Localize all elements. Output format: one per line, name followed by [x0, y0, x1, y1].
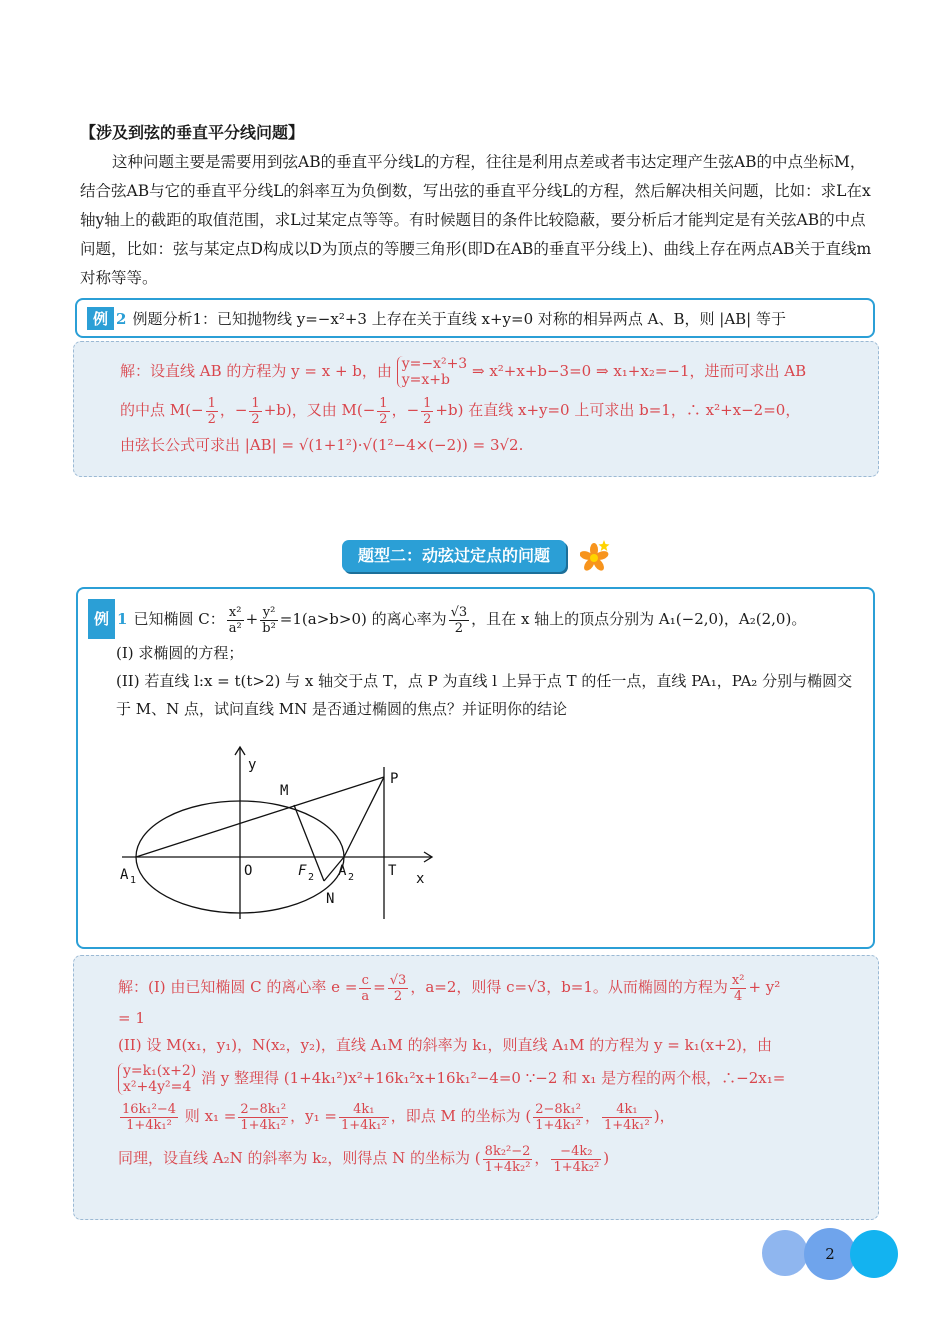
fraction [449, 605, 470, 636]
sol-b-text: 消 y 整理得 (1+4k₁²)x²+16k₁²x+16k₁²−4=0 ∵−2 和 x₁ 是方程的两个根，∴−2x₁= [200, 1069, 786, 1087]
numerator: √3 [450, 604, 468, 620]
example-number: 2 [116, 310, 127, 328]
solution-a-line-3: 由弦长公式可求出 |AB| = √(1+1²)·√(1²−4×(−2)) = 3√2. [120, 436, 524, 454]
solution-b-line-3: (II) 设 M(x₁，y₁)，N(x₂，y₂)，直线 A₁M 的斜率为 k₁，则直线 A₁M 的方程为 y = k₁(x+2)，由 [118, 1036, 772, 1054]
denominator: 1+4k₁² [535, 1117, 581, 1133]
fraction [238, 1102, 288, 1133]
sol-b-text: ，a=2，则得 c=√3，b=1。从而椭圆的方程为 [410, 978, 728, 996]
solution-b-line-1 [118, 968, 878, 1006]
fraction [260, 605, 278, 636]
sol-b-text: 解：(I) 由已知椭圆 C 的离心率 e = [118, 978, 358, 996]
flower-icon [580, 538, 612, 574]
example-badge: 例 [88, 599, 115, 639]
numerator: 1 [379, 395, 388, 411]
ellipse-figure [114, 743, 444, 923]
sol-b-text: ，y₁ = [290, 1107, 337, 1125]
numerator: 1 [423, 395, 432, 411]
intro-paragraph: 这种问题主要是需要用到弦AB的垂直平分线L的方程，往往是利用点差或者韦达定理产生弦AB的中点坐标M，结合弦AB与它的垂直平分线L的斜率互为负倒数，写出弦的垂直平分线L的方程，然后解决相关问题，比如：求L在x轴y轴上的截距的取值范围，求L过某定点等等。有时候题目的条件比较隐蔽，要分析后才能判定是有关弦AB的中点问题，比如：弦与某定点D构成以D为顶点的等腰三角形(即D在AB的垂直平分线上)、曲线上存在两点AB关于直线m对称等等。 [80, 153, 872, 287]
solution-b-line-5 [118, 1096, 878, 1136]
equation-system [397, 356, 468, 388]
fraction [339, 1102, 389, 1133]
denominator: 2 [423, 411, 432, 427]
fraction [483, 1144, 533, 1175]
sol-b-text: ) [603, 1149, 610, 1167]
equation-row: y=x+b [401, 372, 450, 388]
sol-b-text: ，即点 M 的坐标为 ( [390, 1107, 532, 1125]
numerator: 8k₂²−2 [484, 1143, 531, 1159]
label-a2: A [338, 863, 347, 879]
fraction [249, 396, 261, 427]
label-p: P [390, 771, 399, 787]
denominator: a [361, 988, 370, 1004]
solution-a-line-1 [120, 352, 878, 390]
equation-system [118, 1063, 196, 1095]
fraction [551, 1144, 601, 1175]
fraction [227, 605, 244, 636]
label-n: N [326, 891, 335, 907]
example-badge: 例 [87, 307, 114, 330]
numerator: c [359, 973, 371, 989]
section-title: 题型二：动弦过定点的问题 [342, 540, 566, 572]
example-box-a [75, 298, 875, 338]
equation-row: y=k₁(x+2) [123, 1063, 197, 1079]
sol-b-text: )， [653, 1107, 675, 1125]
example-b-line-1 [88, 599, 863, 639]
denominator: 4 [734, 988, 743, 1004]
fraction [421, 396, 433, 427]
numerator: √3 [389, 972, 407, 988]
sol-a-text: ，− [219, 401, 248, 419]
sol-a-text-2: ⇒ x²+x+b−3=0 ⇒ x₁+x₂=−1，进而可求出 AB [471, 362, 807, 380]
numerator: 1 [251, 395, 260, 411]
denominator: 2 [207, 411, 216, 427]
label-y: y [248, 757, 257, 773]
label-a1: A [120, 867, 129, 883]
denominator: 1+4k₂² [484, 1159, 531, 1175]
numerator: 2−8k₁² [240, 1101, 287, 1117]
solution-box-b [73, 955, 879, 1220]
sol-b-text: + y² [748, 978, 781, 996]
numerator: 1 [207, 395, 216, 411]
denominator: 2 [379, 411, 388, 427]
page-circle-right [850, 1230, 898, 1278]
denominator: 1+4k₂² [553, 1159, 600, 1175]
numerator: 2−8k₁² [535, 1101, 581, 1117]
label-o: O [244, 863, 253, 879]
solution-b-line-2: = 1 [118, 1009, 145, 1027]
fraction [377, 396, 389, 427]
label-a2-sub: 2 [348, 872, 355, 883]
denominator: a² [228, 620, 242, 636]
numerator: 16k₁²−4 [122, 1101, 177, 1117]
denominator: b² [262, 620, 276, 636]
numerator: 4k₁ [339, 1102, 389, 1118]
ex-b-text: ，且在 x 轴上的顶点分别为 A₁(−2,0)，A₂(2,0)。 [471, 610, 807, 628]
question-2: (II) 若直线 l:x = t(t>2) 与 x 轴交于点 T，点 P 为直线 l 上异于点 T 的任一点，直线 PA₁，PA₂ 分别与椭圆交于 M、N 点，试问直线 MN 是否通过椭圆的焦点？并证明你的结论 [116, 672, 853, 718]
sol-b-text: 同理，设直线 A₂N 的斜率为 k₂，则得点 N 的坐标为 ( [118, 1149, 481, 1167]
sol-b-text: 则 x₁ = [184, 1107, 237, 1125]
fraction [602, 1102, 652, 1133]
label-f2-sub: 2 [308, 872, 315, 883]
sol-a-text: ，− [391, 401, 420, 419]
label-m: M [280, 783, 289, 799]
fraction [533, 1102, 583, 1133]
sol-a-text-1: 解：设直线 AB 的方程为 y = x + b，由 [120, 362, 392, 380]
sol-a-text: +b)，又由 M(− [263, 401, 376, 419]
ex-b-text: =1(a>b>0) 的离心率为 [279, 610, 447, 628]
numerator: 4k₁ [602, 1102, 652, 1118]
line-pa1 [136, 777, 384, 857]
numerator: x² [731, 972, 745, 988]
denominator: 2 [393, 988, 403, 1004]
example-number: 1 [117, 610, 128, 628]
sol-b-text: ， [534, 1149, 550, 1167]
numerator: −4k₂ [551, 1144, 601, 1160]
denominator: 1+4k₁² [240, 1117, 287, 1133]
sol-b-text: ， [584, 1107, 600, 1125]
solution-a-line-2 [120, 390, 878, 430]
sol-a-text: 的中点 M(− [120, 401, 204, 419]
plus-sign: + [245, 610, 259, 628]
question-1: (I) 求椭圆的方程； [116, 644, 244, 662]
label-a1-sub: 1 [130, 875, 137, 886]
page-number-badge [762, 1228, 902, 1278]
denominator: 1+4k₁² [126, 1117, 172, 1133]
ex-b-text: 已知椭圆 C： [133, 610, 225, 628]
example-text: 例题分析1：已知抛物线 y=−x²+3 上存在关于直线 x+y=0 对称的相异两点 A、B，则 |AB| 等于 [132, 310, 787, 328]
solution-b-line-6 [118, 1136, 878, 1180]
label-t: T [388, 863, 397, 879]
fraction [730, 973, 747, 1004]
denominator: 2 [454, 620, 464, 636]
sol-a-text: +b) 在直线 x+y=0 上可求出 b=1，∴ x²+x−2=0， [435, 401, 801, 419]
section-heading: 【涉及到弦的垂直平分线问题】 [80, 123, 305, 142]
solution-b-line-4 [118, 1060, 878, 1096]
fraction [359, 973, 371, 1004]
solution-box-a [73, 341, 879, 477]
equals-sign: = [373, 978, 386, 996]
fraction [388, 973, 409, 1004]
line-pa2 [344, 777, 384, 857]
example-box-b [76, 587, 875, 949]
page-number: 2 [825, 1245, 835, 1263]
fraction [206, 396, 218, 427]
denominator: 2 [251, 411, 260, 427]
page-circle-left [762, 1230, 808, 1276]
denominator: 1+4k₁² [604, 1117, 650, 1133]
fraction [120, 1102, 178, 1133]
numerator: y² [260, 605, 278, 621]
label-x: x [416, 871, 425, 887]
equation-row: y=−x²+3 [401, 356, 468, 372]
denominator: 1+4k₁² [340, 1117, 387, 1133]
numerator: x² [227, 605, 244, 621]
label-f2: F [298, 863, 307, 879]
equation-row: x²+4y²=4 [123, 1079, 192, 1095]
